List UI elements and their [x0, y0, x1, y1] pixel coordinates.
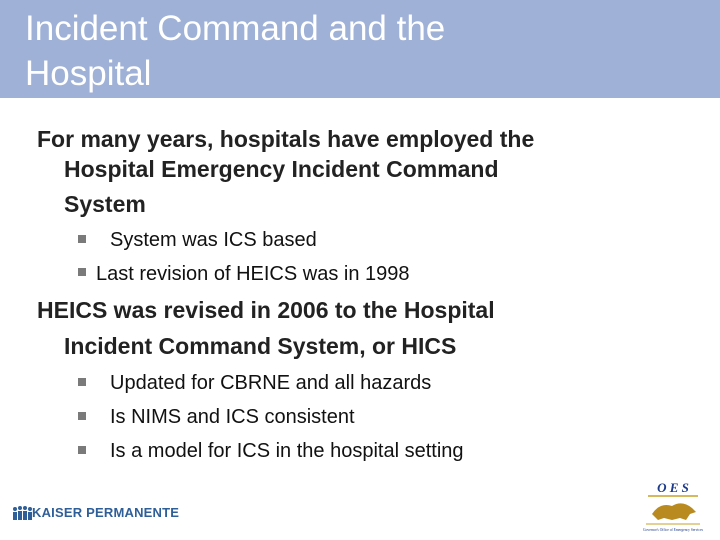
square-bullet-icon	[78, 378, 86, 386]
square-bullet-icon	[78, 446, 86, 454]
subitem-2-1: Updated for CBRNE and all hazards	[110, 372, 432, 394]
bullet-heading-1-line-3: System	[64, 191, 146, 217]
subitem-1-1: System was ICS based	[110, 229, 317, 251]
square-bullet-icon	[78, 268, 86, 276]
square-bullet-icon	[78, 235, 86, 243]
subitem-2-3: Is a model for ICS in the hospital setting	[110, 440, 464, 462]
square-bullet-icon	[78, 412, 86, 420]
kaiser-permanente-logo-icon	[12, 505, 32, 521]
subitem-2-2: Is NIMS and ICS consistent	[110, 406, 355, 428]
oes-logo-text: O E S	[657, 480, 689, 495]
bullet-heading-1-line-2: Hospital Emergency Incident Command	[64, 156, 499, 182]
kaiser-permanente-logo: KAISER PERMANENTE	[32, 505, 180, 520]
slide-title-line-2: Hospital	[25, 54, 152, 93]
oes-seal-icon	[642, 478, 704, 536]
slide-title	[25, 6, 445, 96]
bullet-heading-2-line-2: Incident Command System, or HICS	[64, 333, 457, 359]
bullet-heading-1-line-1: For many years, hospitals have employed the	[37, 126, 535, 152]
bullet-heading-2-line-1: HEICS was revised in 2006 to the Hospital	[37, 297, 495, 323]
subitem-1-2: Last revision of HEICS was in 1998	[96, 263, 410, 285]
slide-title-line-1: Incident Command and the	[25, 9, 446, 48]
oes-subtext: Governor's Office of Emergency Services	[643, 528, 703, 532]
